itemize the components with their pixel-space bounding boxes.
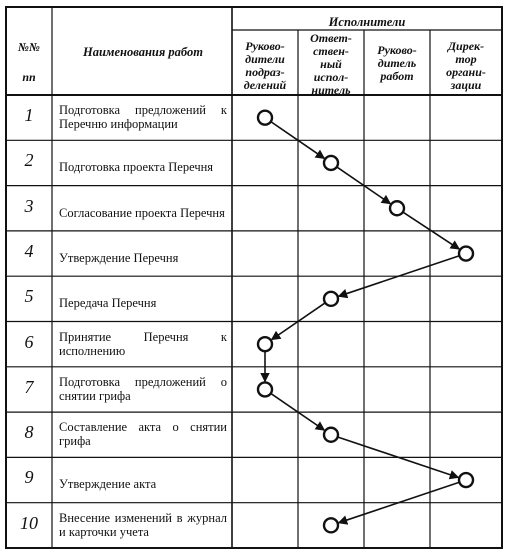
- row-number: 3: [24, 195, 34, 216]
- row-number: 10: [20, 512, 38, 533]
- performer-header-department-heads: Руково- дители подраз- делений: [243, 39, 287, 92]
- row-number: 2: [24, 150, 34, 171]
- task-name: Составление акта о снятии грифа: [59, 420, 227, 449]
- performers-group-header: Исполнители: [328, 15, 406, 29]
- row-number: 1: [24, 105, 34, 125]
- task-column-header: Наименования работ: [83, 45, 203, 59]
- row-number: 9: [24, 467, 34, 488]
- step-node: [258, 382, 272, 396]
- row-number: 4: [24, 240, 34, 261]
- step-node: [324, 156, 338, 170]
- number-column-header: №№ пп: [18, 40, 40, 84]
- row-number: 5: [24, 286, 34, 307]
- step-node: [390, 201, 404, 215]
- task-name: Подготовка проекта Перечня: [59, 160, 214, 175]
- task-name: Согласование проекта Перечня: [59, 205, 225, 220]
- task-name: Утверждение Перечня: [59, 250, 179, 265]
- task-name: Подготовка предложений о снятии грифа: [59, 374, 227, 403]
- performer-header-director: Дирек- тор органи- зации: [446, 39, 486, 92]
- row-number: 6: [24, 331, 34, 352]
- performer-header-work-manager: Руково- дитель работ: [377, 43, 417, 83]
- task-name: Подготовка предложений к Перечню информации: [59, 103, 227, 131]
- step-node: [258, 337, 272, 351]
- step-node: [459, 473, 473, 487]
- row-number: 8: [24, 422, 34, 443]
- row-number: 7: [24, 376, 34, 397]
- step-node: [324, 292, 338, 306]
- step-node: [258, 111, 272, 125]
- step-node: [324, 518, 338, 532]
- task-name: Передача Перечня: [59, 296, 157, 311]
- task-name: Утверждение акта: [59, 477, 157, 492]
- task-name: Внесение изменений в журнал и карточки учета: [59, 510, 227, 539]
- step-node: [459, 247, 473, 261]
- performer-header-responsible-executor: Ответ- ствен- ный испол- нитель: [310, 31, 352, 97]
- step-node: [324, 428, 338, 442]
- task-name: Принятие Перечня к исполнению: [59, 329, 227, 358]
